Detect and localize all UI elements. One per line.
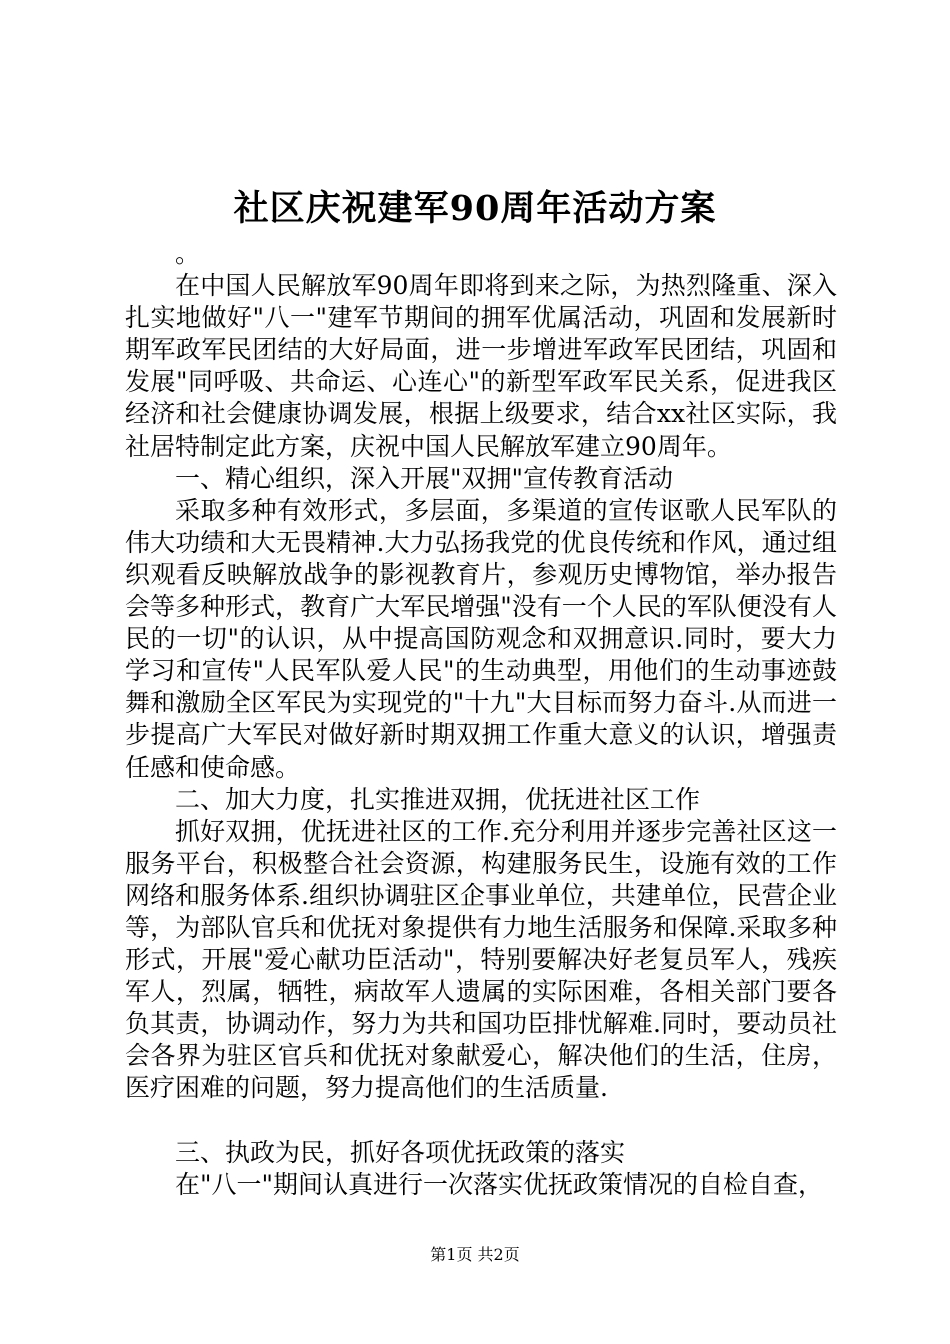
document-body <box>125 238 837 1201</box>
intro-paragraph: 在中国人民解放军90周年即将到来之际，为热烈隆重、深入扎实地做好"八一"建军节期间的拥军优属活动，巩固和发展新时期军政军民团结的大好局面，进一步增进军政军民团结，巩固和发展"同呼吸、共命运、心连心"的新型军政军民关系，促进我区经济和社会健康协调发展，根据上级要求，结合xx社区实际，我社居特制定此方案，庆祝中国人民解放军建立90周年。 <box>125 271 837 461</box>
section-paragraph-1: 采取多种有效形式，多层面，多渠道的宣传讴歌人民军队的伟大功绩和大无畏精神.大力弘扬我党的优良传统和作风，通过组织观看反映解放战争的影视教育片，参观历史博物馆，举办报告会等多种形式，教育广大军民增强"没有一个人民的军队便没有人民的一切"的认识，从中提高国防观念和双拥意识.同时，要大力学习和宣传"人民军队爱人民"的生动典型，用他们的生动事迹鼓舞和激励全区军民为实现党的"十九"大目标而努力奋斗.从而进一步提高广大军民对做好新时期双拥工作重大意义的认识，增强责任感和使命感。 <box>125 495 837 782</box>
section-heading-2: 二、加大力度，扎实推进双拥，优抚进社区工作 <box>175 784 701 814</box>
page-footer: 第1页 共2页 <box>430 1245 520 1264</box>
section-heading-3: 三、执政为民，抓好各项优抚政策的落实 <box>175 1137 626 1167</box>
section-paragraph-2: 抓好双拥，优抚进社区的工作.充分利用并逐步完善社区这一服务平台，积极整合社会资源，构建服务民生，设施有效的工作网络和服务体系.组织协调驻区企事业单位，共建单位，民营企业等，为部队官兵和优抚对象提供有力地生活服务和保障.采取多种形式，开展"爱心献功臣活动"，特别要解决好老复员军人，残疾军人，烈属，牺牲，病故军人遗属的实际困难，各相关部门要各负其责，协调动作，努力为共和国功臣排忧解难.同时，要动员社会各界为驻区官兵和优抚对象献爱心，解决他们的生活，住房，医疗困难的问题，努力提高他们的生活质量. <box>125 816 837 1103</box>
document-title: 社区庆祝建军90周年活动方案 <box>233 188 717 229</box>
section-heading-1: 一、精心组织，深入开展"双拥"宣传教育活动 <box>175 463 673 493</box>
section-paragraph-3: 在"八一"期间认真进行一次落实优抚政策情况的自检自查， <box>175 1169 824 1199</box>
lead-mark: 。 <box>175 239 201 268</box>
